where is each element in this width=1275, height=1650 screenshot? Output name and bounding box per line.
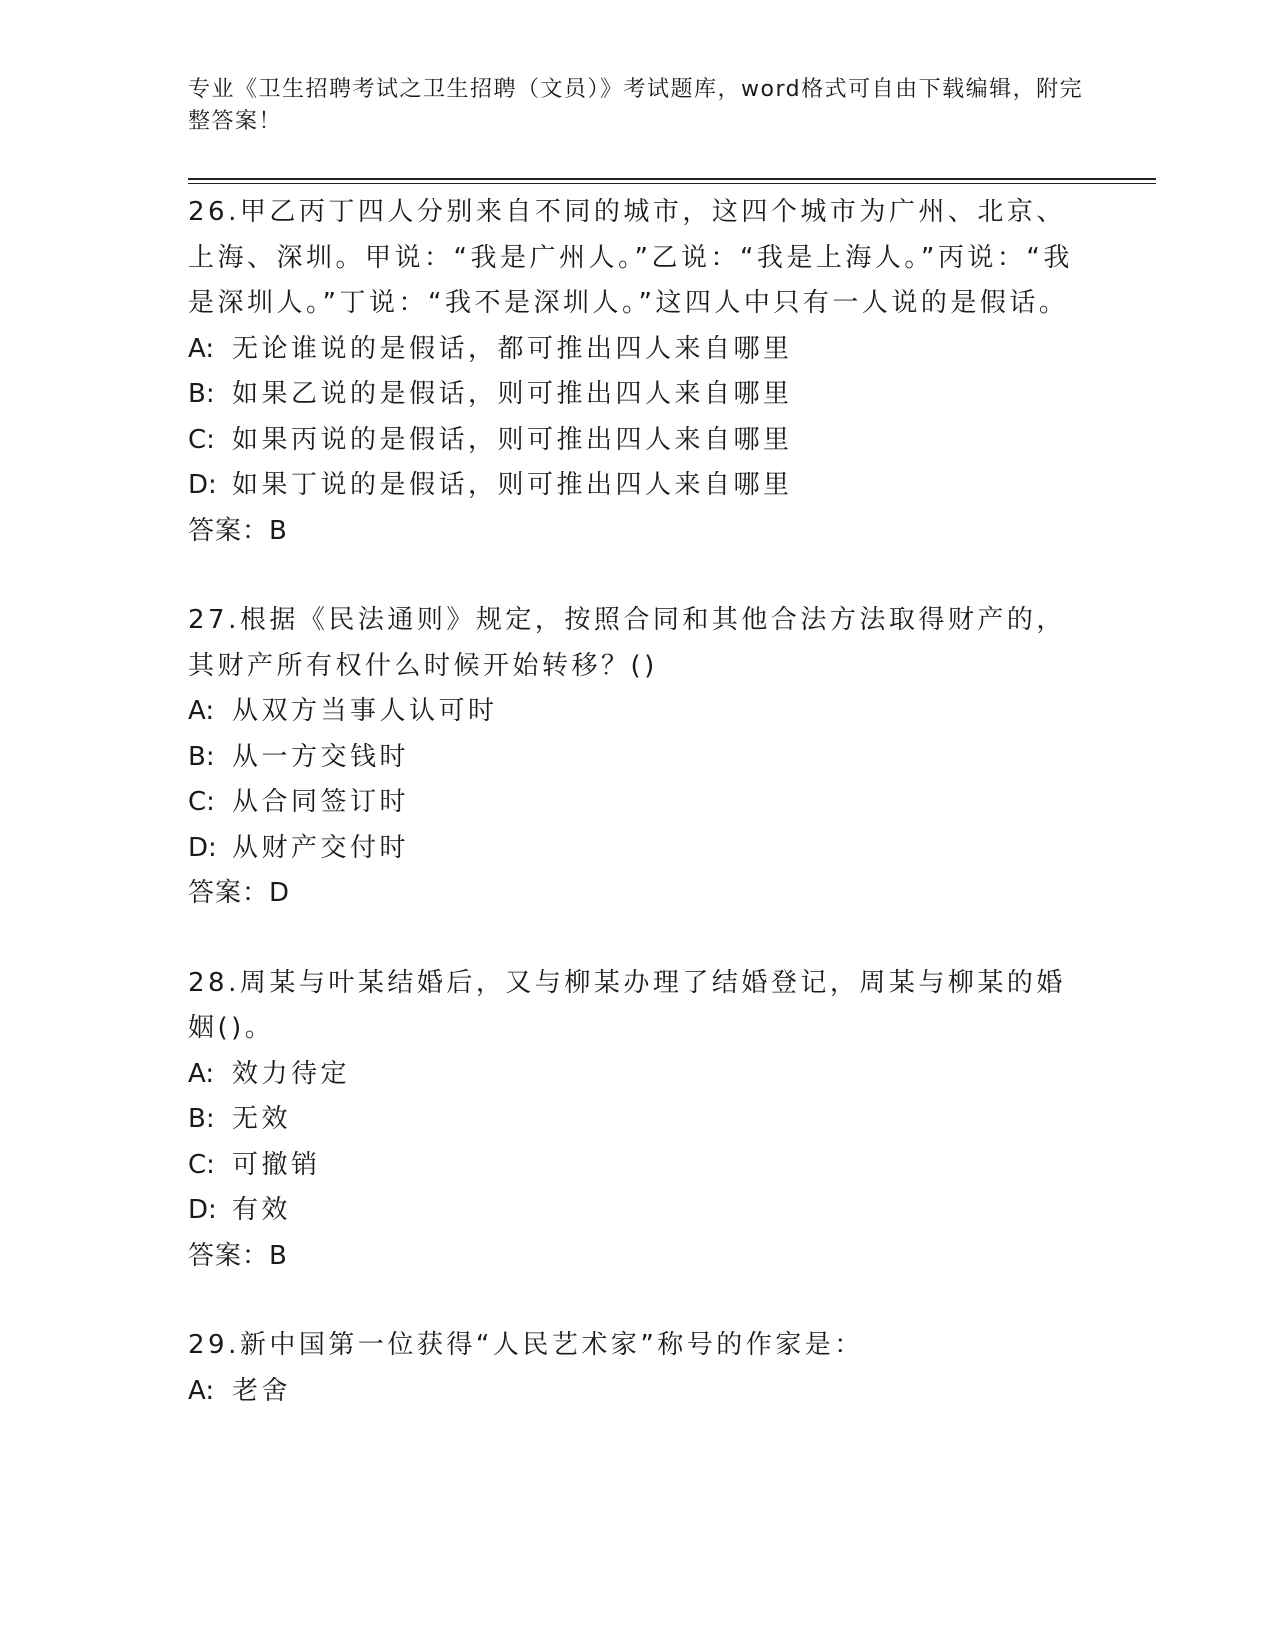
option-c [188, 780, 1088, 826]
answer-line: 答案：D [188, 878, 291, 908]
answer-line: 答案：B [188, 1240, 288, 1271]
option-a [188, 689, 1088, 735]
option-text: 如果乙说的是假话，则可推出四人来自哪里 [232, 379, 793, 409]
option-d [188, 1188, 1088, 1234]
option-key: B: [188, 1104, 215, 1134]
question-27 [188, 598, 1088, 917]
option-text: 可撤销 [232, 1149, 321, 1180]
option-text: 从双方当事人认可时 [232, 696, 498, 726]
question-stem: 28.周某与叶某结婚后，又与柳某办理了结婚登记，周某与柳某的婚姻()。 [188, 967, 1066, 1043]
question-list [188, 190, 1088, 1458]
option-b [188, 372, 1088, 418]
question-stem: 29.新中国第一位获得“人民艺术家”称号的作家是： [188, 1330, 864, 1360]
option-key: A: [188, 696, 215, 726]
option-b [188, 735, 1088, 781]
option-text: 老舍 [232, 1375, 292, 1406]
option-key: C: [188, 787, 215, 817]
option-text: 效力待定 [232, 1058, 351, 1089]
question-29 [188, 1323, 1088, 1414]
option-text: 如果丁说的是假话，则可推出四人来自哪里 [232, 470, 793, 500]
option-key: D: [188, 832, 217, 863]
option-text: 从合同签订时 [232, 787, 410, 817]
option-b [188, 1097, 1088, 1143]
option-text: 有效 [232, 1195, 292, 1225]
option-text: 从一方交钱时 [232, 741, 410, 772]
option-key: C: [188, 1149, 215, 1180]
option-key: B: [188, 741, 215, 772]
option-text: 如果丙说的是假话，则可推出四人来自哪里 [232, 424, 793, 455]
option-key: D: [188, 1195, 217, 1225]
option-key: B: [188, 379, 215, 409]
option-key: D: [188, 470, 217, 500]
option-d [188, 463, 1088, 509]
question-stem: 27.根据《民法通则》规定，按照合同和其他合法方法取得财产的，其财产所有权什么时候开始转移？() [188, 605, 1066, 681]
question-28 [188, 961, 1088, 1280]
option-c [188, 418, 1088, 464]
option-text: 从财产交付时 [232, 832, 410, 863]
question-stem: 26.甲乙丙丁四人分别来自不同的城市，这四个城市为广州、北京、上海、深圳。甲说：“我是广州人。”乙说：“我是上海人。”丙说：“我是深圳人。”丁说：“我不是深圳人。”这四人中只有一人说的是假话。 [188, 197, 1073, 318]
option-text: 无效 [232, 1104, 292, 1134]
option-text: 无论谁说的是假话，都可推出四人来自哪里 [232, 333, 793, 364]
option-a [188, 1052, 1088, 1098]
answer-line: 答案：B [188, 515, 288, 546]
option-key: C: [188, 424, 215, 455]
option-key: A: [188, 1058, 215, 1089]
header-rule [188, 178, 1156, 180]
option-c [188, 1143, 1088, 1189]
option-key: A: [188, 333, 215, 364]
document-header: 专业《卫生招聘考试之卫生招聘（文员）》考试题库，word格式可自由下载编辑，附完整答案！ [188, 77, 1084, 134]
option-a [188, 327, 1088, 373]
header-rule-thin [188, 183, 1156, 184]
question-26 [188, 190, 1088, 554]
option-key: A: [188, 1375, 215, 1406]
option-d [188, 826, 1088, 872]
option-a [188, 1369, 1088, 1415]
